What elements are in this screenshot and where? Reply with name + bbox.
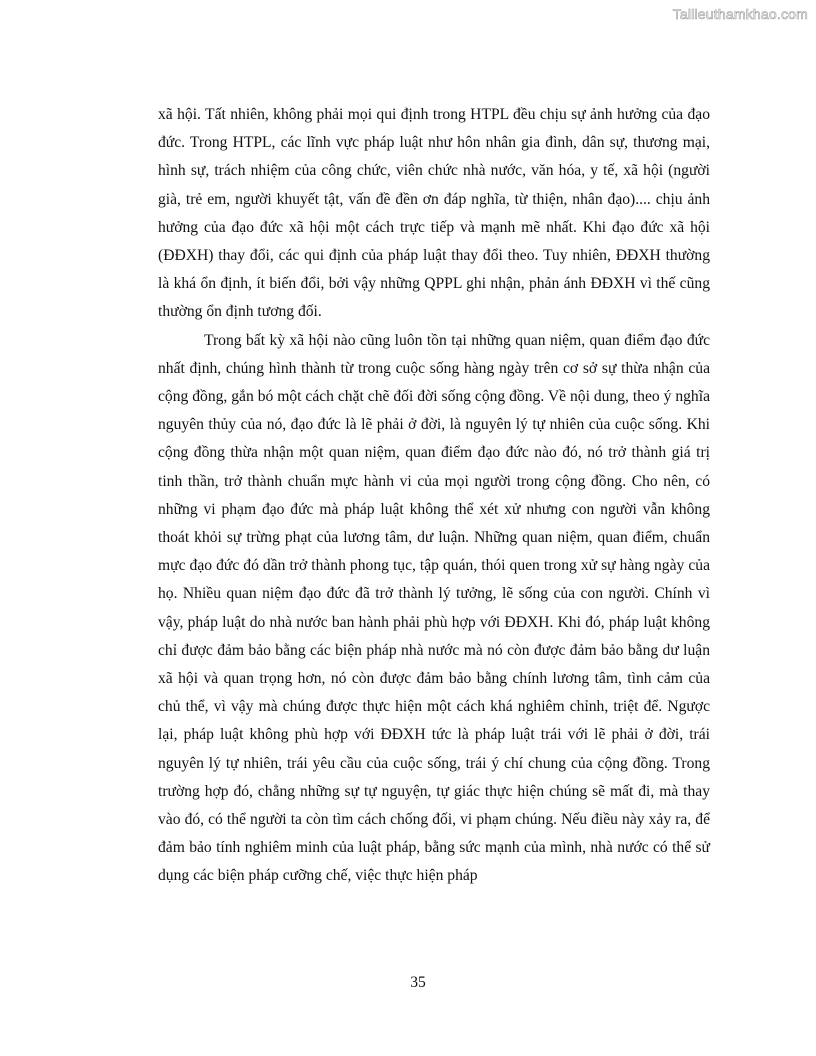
page-number: 35 [410, 974, 426, 991]
paragraph-1: xã hội. Tất nhiên, không phải mọi qui định trong HTPL đều chịu sự ảnh hưởng của đạo đức. Trong HTPL, các lĩnh vực pháp luật như hôn nhân gia đình, dân sự, thương mại, hình sự, trách nhiệm của công chức, viên chức nhà nước, văn hóa, y tế, xã hội (người già, trẻ em, người khuyết tật, vấn đề đền ơn đáp nghĩa, từ thiện, nhân đạo).... chịu ảnh hưởng của đạo đức xã hội một cách trực tiếp và mạnh mẽ nhất. Khi đạo đức xã hội (ĐĐXH) thay đổi, các qui định của pháp luật thay đổi theo. Tuy nhiên, ĐĐXH thường là khá ổn định, ít biến đổi, bởi vậy những QPPL ghi nhận, phản ánh ĐĐXH vì thế cũng thường ổn định tương đối. [158, 106, 710, 321]
watermark-text: Tailieuthamkhao.com [672, 6, 808, 22]
document-body [158, 101, 710, 891]
paragraph-2: Trong bất kỳ xã hội nào cũng luôn tồn tại những quan niệm, quan điểm đạo đức nhất định, chúng hình thành từ trong cuộc sống hàng ngày trên cơ sở sự thừa nhận của cộng đồng, gắn bó một cách chặt chẽ đối đời sống cộng đồng. Về nội dung, theo ý nghĩa nguyên thủy của nó, đạo đức là lẽ phải ở đời, là nguyên lý tự nhiên của cuộc sống. Khi cộng đồng thừa nhận một quan niệm, quan điểm đạo đức nào đó, nó trở thành giá trị tinh thần, trở thành chuẩn mực hành vi của mọi người trong cộng đồng. Cho nên, có những vi phạm đạo đức mà pháp luật không thể xét xử nhưng con người vẫn không thoát khỏi sự trừng phạt của lương tâm, dư luận. Những quan niệm, quan điểm, chuẩn mực đạo đức đó dần trở thành phong tục, tập quán, thói quen trong xử sự hàng ngày của họ. Nhiều quan niệm đạo đức đã trở thành lý tưởng, lẽ sống của con người. Chính vì vậy, pháp luật do nhà nước ban hành phải phù hợp với ĐĐXH. Khi đó, pháp luật không chỉ được đảm bảo bằng các biện pháp nhà nước mà nó còn được đảm bảo bằng dư luận xã hội và quan trọng hơn, nó còn được đảm bảo bằng chính lương tâm, tình cảm của chủ thể, vì vậy mà chúng được thực hiện một cách khá nghiêm chỉnh, triệt để. Ngược lại, pháp luật không phù hợp với ĐĐXH tức là pháp luật trái với lẽ phải ở đời, trái nguyên lý tự nhiên, trái yêu cầu của cuộc sống, trái ý chí chung của cộng đồng. Trong trường hợp đó, chẳng những sự tự nguyện, tự giác thực hiện chúng sẽ mất đi, mà thay vào đó, có thể người ta còn tìm cách chống đối, vi phạm chúng. Nếu điều này xảy ra, để đảm bảo tính nghiêm minh của luật pháp, bằng sức mạnh của mình, nhà nước có thể sử dụng các biện pháp cưỡng chế, việc thực hiện pháp [158, 331, 710, 885]
